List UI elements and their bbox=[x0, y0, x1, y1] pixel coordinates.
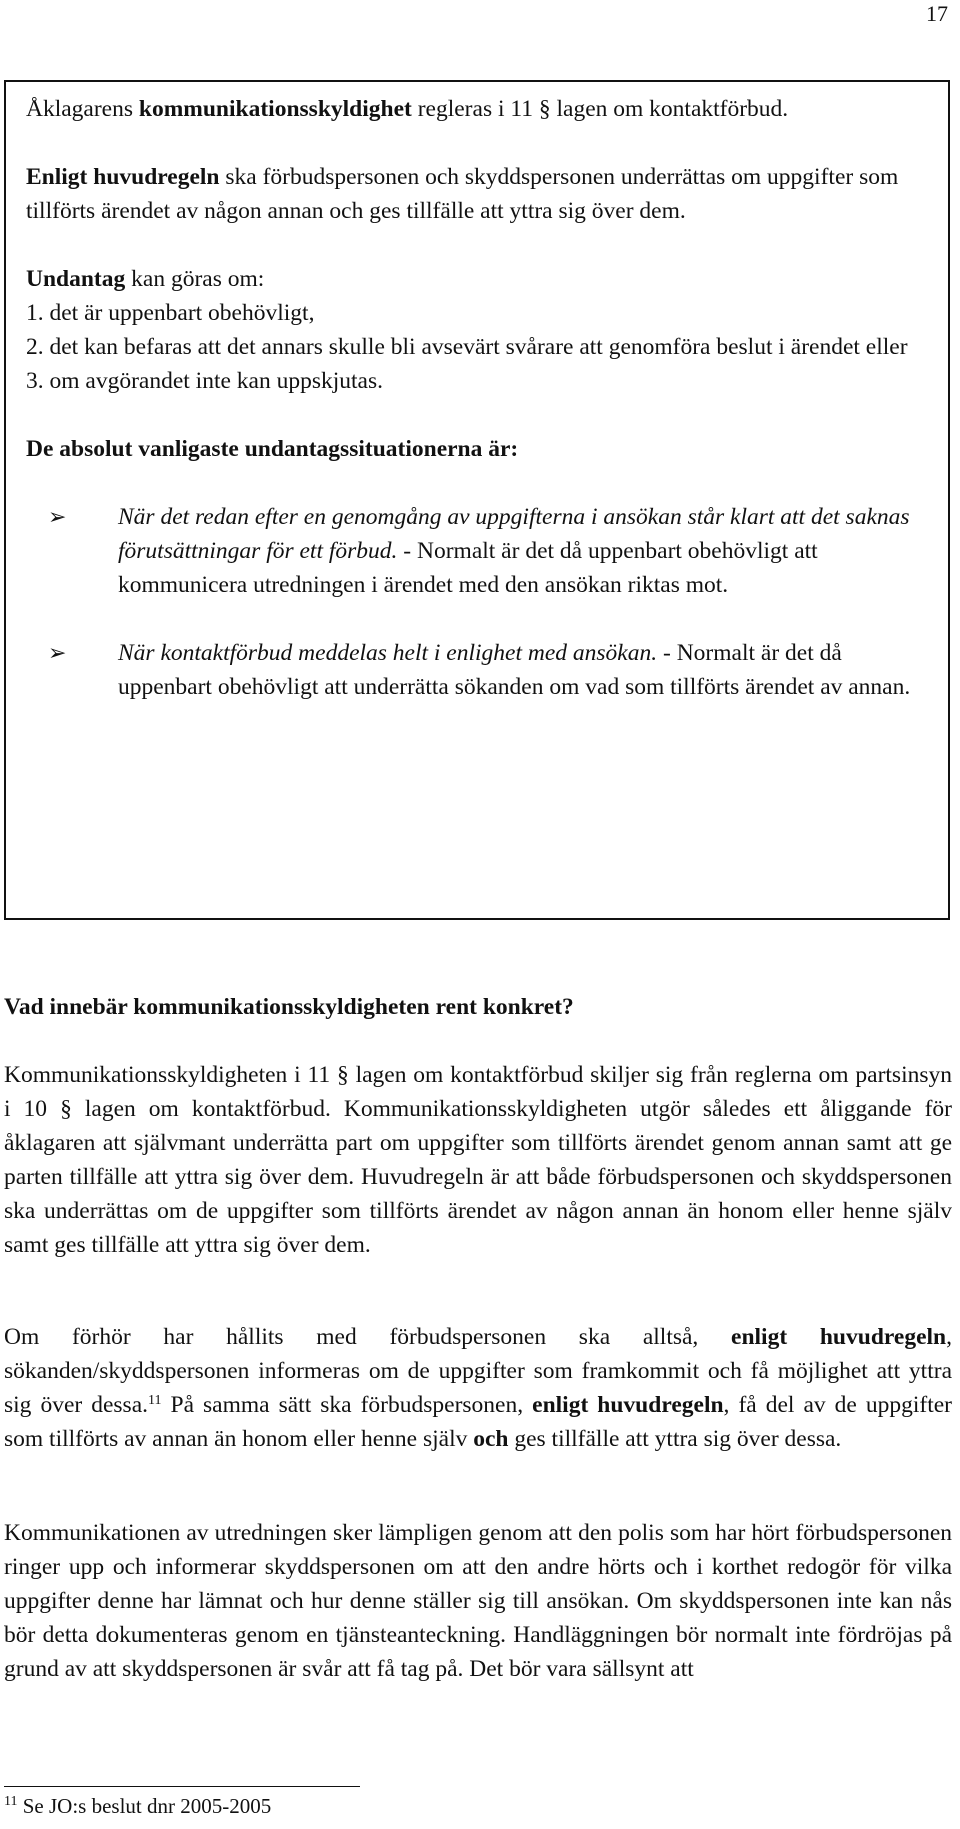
page-number: 17 bbox=[926, 1, 948, 26]
footnote: $^{11}$ Se JO:s beslut dnr 2005-2005 bbox=[4, 1794, 272, 1818]
section-title: Vad innebär kommunikationsskyldigheten rent konkret? bbox=[4, 994, 574, 1020]
exception-item-3: 3. om avgörandet inte kan uppskjutas. bbox=[26, 368, 383, 394]
exception-item-2: 2. det kan befaras att det annars skulle bli avsevärt svårare att genomföra beslut i ärendet eller bbox=[26, 334, 908, 360]
body-paragraph-3: Kommunikationen av utredningen sker lämpligen genom att den polis som har hört förbudspersonen ringer upp och informerar skyddspersonen om att den andre hörts och i korthet redogör för vilka uppgifter denne har lämnat och hur denne ställer sig till ansökan. Om skyddspersonen inte kan nås bör detta dokumenteras genom en tjänsteanteckning. Handläggningen bör normalt inte fördröjas på grund av att skyddspersonen är svår att få tag på. Det bör vara sällsynt att bbox=[4, 1520, 952, 1682]
bullet-item-1: ➢ När det redan efter en genomgång av uppgifterna i ansökan står klart att det saknas förutsättningar för ett förbud. - Normalt är det då uppenbart obehövligt att kommunicera utredningen i ärendet med den ansökan riktas mot. bbox=[26, 500, 928, 602]
arrow-bullet-icon: ➢ bbox=[48, 504, 67, 529]
arrow-bullet-icon: ➢ bbox=[48, 640, 67, 665]
common-exceptions-heading: De absolut vanligaste undantagssituationerna är: bbox=[26, 436, 519, 462]
bullet-item-2: ➢ När kontaktförbud meddelas helt i enlighet med ansökan. - Normalt är det då uppenbart obehövligt att underrätta sökanden om vad som tillförts ärendet av annan. bbox=[26, 636, 928, 704]
footnote-reference: 11 bbox=[148, 1393, 162, 1408]
footnote-divider bbox=[4, 1786, 360, 1787]
body-paragraph-1: Kommunikationsskyldigheten i 11 § lagen om kontaktförbud skiljer sig från reglerna om partsinsyn i 10 § lagen om kontaktförbud. Kommunikationsskyldigheten utgör således ett åliggande för åklagaren att självmant underrätta part om uppgifter som tillförts ärendet genom annan samt att ge parten tillfälle att yttra sig över dem. Huvudregeln är att både förbudspersonen och skyddspersonen ska underrättas om de uppgifter som tillförts ärendet av någon annan än honom eller henne själv samt ges tillfälle att yttra sig över dem. bbox=[4, 1062, 952, 1258]
box-paragraph-2: Enligt huvudregeln ska förbudspersonen och skyddspersonen underrättas om uppgifter som tillförts ärendet av någon annan och ges tillfälle att yttra sig över dem. bbox=[26, 164, 899, 224]
body-paragraph-2: Om förhör har hållits med förbudspersonen ska alltså, enligt huvudregeln, sökanden/skyddspersonen informeras om de uppgifter som framkommit och få möjlighet att yttra sig över dessa.$^{11}$ På samma sätt ska förbudspersonen, enligt huvudregeln, få del av de uppgifter som tillförts av annan än honom eller henne själv och ges tillfälle att yttra sig över dessa. bbox=[4, 1324, 952, 1452]
exception-item-1: 1. det är uppenbart obehövligt, bbox=[26, 300, 315, 326]
bold-term: Undantag bbox=[26, 266, 126, 292]
summary-box bbox=[4, 80, 950, 920]
section-heading bbox=[4, 990, 952, 1024]
bold-term: kommunikationsskyldighet bbox=[138, 96, 412, 122]
exceptions-intro: Undantag kan göras om: bbox=[26, 266, 265, 292]
bold-term: Enligt huvudregeln bbox=[26, 164, 220, 190]
box-paragraph-1: Åklagarens kommunikationsskyldighet regleras i 11 § lagen om kontaktförbud. bbox=[26, 96, 789, 122]
